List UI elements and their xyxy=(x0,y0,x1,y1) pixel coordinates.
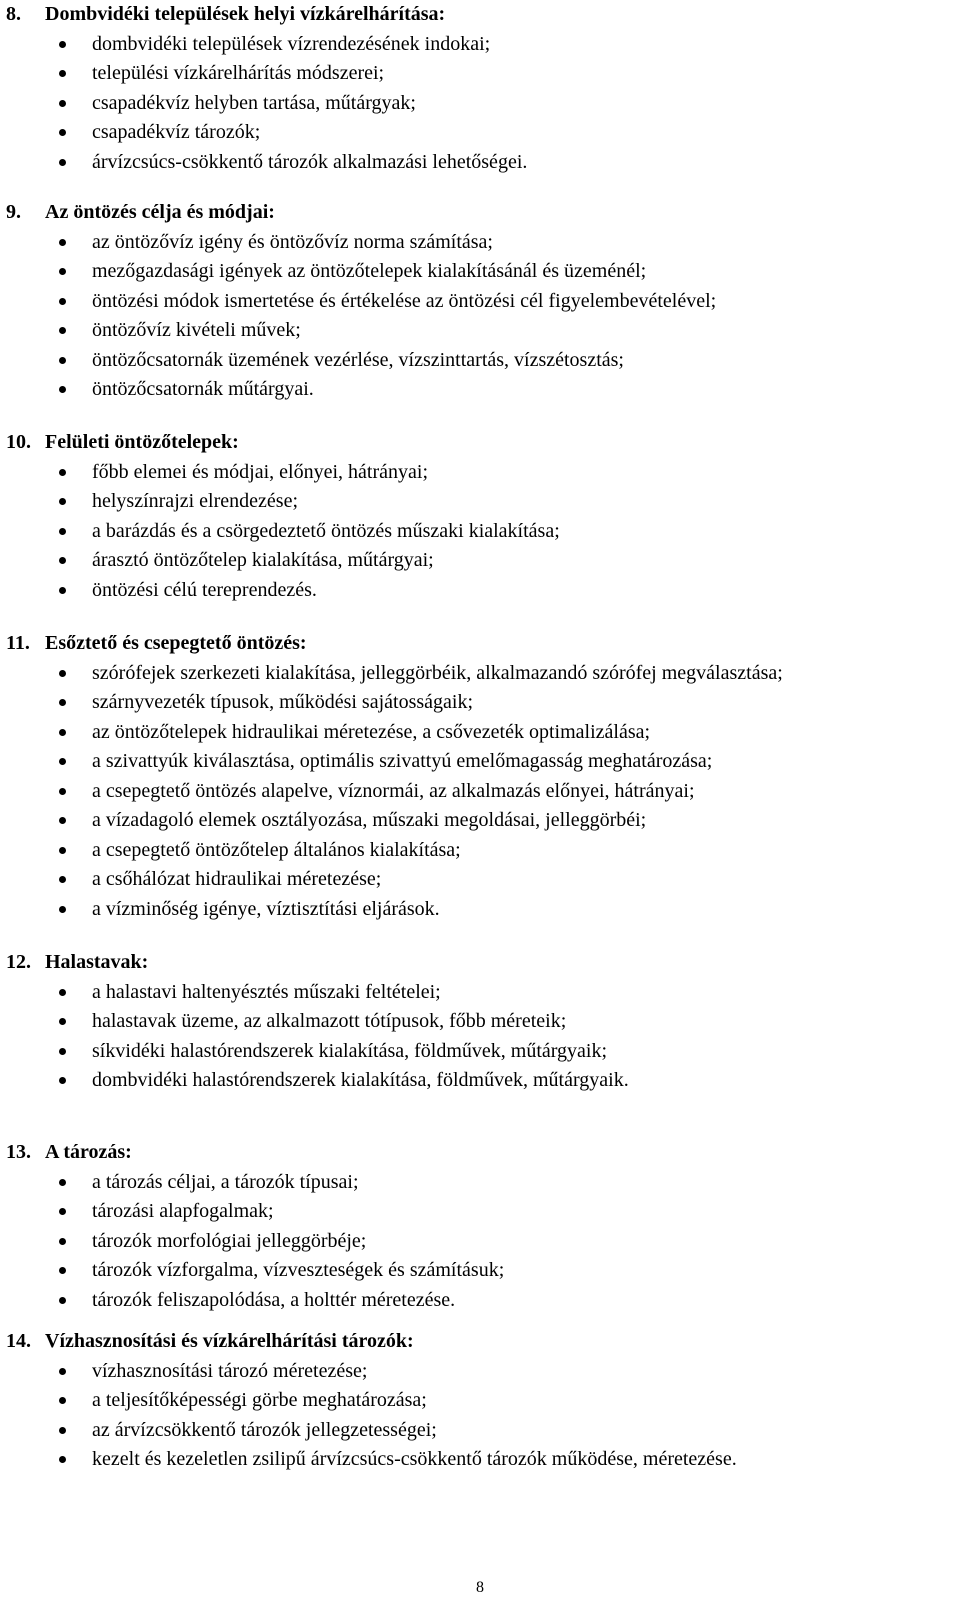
bullet-icon xyxy=(59,1297,66,1304)
list-item-text: öntözési célú tereprendezés. xyxy=(92,578,317,601)
section-number: 11. xyxy=(6,632,30,654)
list-item xyxy=(0,30,960,60)
list-item xyxy=(0,836,960,866)
list-item xyxy=(0,865,960,895)
list-item xyxy=(0,1007,960,1037)
bullet-icon xyxy=(59,469,66,476)
section xyxy=(0,948,960,1096)
section-number: 12. xyxy=(6,951,31,973)
list-item xyxy=(0,806,960,836)
list-item xyxy=(0,148,960,178)
bullet-icon xyxy=(59,906,66,913)
list-item xyxy=(0,546,960,576)
list-item-text: dombvidéki halastórendszerek kialakítása, földművek, műtárgyaik. xyxy=(92,1069,629,1091)
section-title: Esőztető és csepegtető öntözés: xyxy=(45,632,307,654)
list-item xyxy=(0,228,960,258)
list-item-text: tározók morfológiai jelleggörbéje; xyxy=(92,1229,367,1252)
section xyxy=(0,1138,960,1315)
list-item xyxy=(0,517,960,547)
bullet-icon xyxy=(59,876,66,883)
list-item-text: öntözőcsatornák műtárgyai. xyxy=(92,378,314,400)
bullet-icon xyxy=(59,1018,66,1025)
bullet-icon xyxy=(59,1456,66,1463)
list-item-text: öntözővíz kivételi művek; xyxy=(92,319,301,341)
list-item-text: tározók vízforgalma, vízveszteségek és számításuk; xyxy=(92,1259,505,1281)
section-heading xyxy=(0,1138,960,1168)
bullet-list xyxy=(0,228,960,405)
bullet-icon xyxy=(59,159,66,166)
bullet-icon xyxy=(59,129,66,136)
bullet-list xyxy=(0,1357,960,1475)
page-number: 8 xyxy=(476,1579,484,1596)
list-item-text: mezőgazdasági igények az öntözőtelepek kialakításánál és üzeménél; xyxy=(92,260,647,282)
list-item-text: a csőhálózat hidraulikai méretezése; xyxy=(92,868,382,890)
section xyxy=(0,428,960,605)
list-item xyxy=(0,576,960,606)
list-item-text: dombvidéki települések vízrendezésének indokai; xyxy=(92,32,491,55)
list-item-text: a szivattyúk kiválasztása, optimális szivattyú emelőmagasság meghatározása; xyxy=(92,750,713,772)
section xyxy=(0,0,960,177)
list-item-text: árasztó öntözőtelep kialakítása, műtárgyai; xyxy=(92,549,434,571)
section-heading xyxy=(0,629,960,659)
bullet-icon xyxy=(59,1077,66,1084)
bullet-icon xyxy=(59,41,66,48)
bullet-icon xyxy=(59,729,66,736)
list-item xyxy=(0,1386,960,1416)
list-item xyxy=(0,688,960,718)
bullet-icon xyxy=(59,357,66,364)
list-item-text: a tározás céljai, a tározók típusai; xyxy=(92,1170,359,1193)
list-item-text: öntözési módok ismertetése és értékelése az öntözési cél figyelembevételével; xyxy=(92,289,717,312)
list-item-text: az öntözővíz igény és öntözővíz norma számítása; xyxy=(92,230,493,253)
list-item-text: kezelt és kezeletlen zsilipű árvízcsúcs-csökkentő tározók működése, méretezése. xyxy=(92,1448,737,1470)
section-heading xyxy=(0,428,960,458)
section-number: 13. xyxy=(6,1141,31,1163)
list-item xyxy=(0,1037,960,1067)
section-title: Vízhasznosítási és vízkárelhárítási tározók: xyxy=(45,1330,414,1352)
list-item xyxy=(0,1066,960,1096)
bullet-list xyxy=(0,659,960,925)
bullet-icon xyxy=(59,1208,66,1215)
bullet-icon xyxy=(59,788,66,795)
bullet-icon xyxy=(59,1267,66,1274)
list-item-text: helyszínrajzi elrendezése; xyxy=(92,490,298,512)
list-item xyxy=(0,487,960,517)
list-item xyxy=(0,1168,960,1198)
section-heading xyxy=(0,948,960,978)
bullet-icon xyxy=(59,989,66,996)
bullet-list xyxy=(0,1168,960,1316)
section-title: Halastavak: xyxy=(45,951,149,973)
bullet-icon xyxy=(59,1048,66,1055)
bullet-list xyxy=(0,458,960,606)
list-item-text: főbb elemei és módjai, előnyei, hátrányai; xyxy=(92,460,428,483)
bullet-icon xyxy=(59,528,66,535)
section-number: 9. xyxy=(6,201,21,223)
list-item-text: szórófejek szerkezeti kialakítása, jelleggörbéik, alkalmazandó szórófej megválasztása; xyxy=(92,661,783,684)
list-item-text: síkvidéki halastórendszerek kialakítása, földművek, műtárgyaik; xyxy=(92,1039,608,1062)
section-number: 10. xyxy=(6,431,31,453)
list-item-text: csapadékvíz helyben tartása, műtárgyak; xyxy=(92,91,416,114)
list-item xyxy=(0,287,960,317)
list-item-text: a teljesítőképességi görbe meghatározása; xyxy=(92,1389,427,1411)
list-item xyxy=(0,118,960,148)
list-item-text: öntözőcsatornák üzemének vezérlése, vízszinttartás, vízszétosztás; xyxy=(92,348,624,371)
list-item xyxy=(0,1286,960,1316)
bullet-icon xyxy=(59,70,66,77)
list-item xyxy=(0,89,960,119)
list-item xyxy=(0,718,960,748)
section-title: Dombvidéki települések helyi vízkárelhárítása: xyxy=(45,3,446,25)
list-item-text: a csepegtető öntözés alapelve, víznormái, az alkalmazás előnyei, hátrányai; xyxy=(92,779,695,802)
bullet-icon xyxy=(59,1368,66,1375)
list-item xyxy=(0,375,960,405)
bullet-list xyxy=(0,30,960,178)
bullet-icon xyxy=(59,1397,66,1404)
list-item-text: vízhasznosítási tározó méretezése; xyxy=(92,1359,368,1382)
list-item xyxy=(0,1445,960,1475)
list-item-text: tározási alapfogalmak; xyxy=(92,1200,274,1222)
list-item xyxy=(0,895,960,925)
bullet-icon xyxy=(59,239,66,246)
bullet-icon xyxy=(59,100,66,107)
list-item-text: tározók feliszapolódása, a holttér méretezése. xyxy=(92,1288,456,1311)
section-number: 8. xyxy=(6,3,21,25)
bullet-icon xyxy=(59,327,66,334)
list-item xyxy=(0,1197,960,1227)
list-item xyxy=(0,346,960,376)
list-item-text: a vízadagoló elemek osztályozása, műszaki megoldásai, jelleggörbéi; xyxy=(92,809,647,831)
list-item-text: árvízcsúcs-csökkentő tározók alkalmazási lehetőségei. xyxy=(92,150,528,173)
bullet-icon xyxy=(59,817,66,824)
bullet-icon xyxy=(59,587,66,594)
list-item-text: csapadékvíz tározók; xyxy=(92,121,261,143)
section xyxy=(0,1327,960,1475)
bullet-icon xyxy=(59,1179,66,1186)
list-item xyxy=(0,257,960,287)
list-item-text: szárnyvezeték típusok, működési sajátosságaik; xyxy=(92,691,474,713)
bullet-icon xyxy=(59,498,66,505)
section-title: A tározás: xyxy=(45,1141,132,1163)
list-item-text: az árvízcsökkentő tározók jellegzetességei; xyxy=(92,1418,437,1441)
bullet-icon xyxy=(59,268,66,275)
list-item xyxy=(0,777,960,807)
bullet-icon xyxy=(59,699,66,706)
list-item xyxy=(0,1256,960,1286)
bullet-list xyxy=(0,978,960,1096)
bullet-icon xyxy=(59,1238,66,1245)
list-item-text: halastavak üzeme, az alkalmazott tótípusok, főbb méreteik; xyxy=(92,1010,567,1032)
section-heading xyxy=(0,0,960,30)
list-item xyxy=(0,458,960,488)
section xyxy=(0,629,960,924)
bullet-icon xyxy=(59,386,66,393)
section-heading xyxy=(0,198,960,228)
list-item xyxy=(0,316,960,346)
list-item-text: az öntözőtelepek hidraulikai méretezése, a csővezeték optimalizálása; xyxy=(92,720,651,743)
bullet-icon xyxy=(59,670,66,677)
bullet-icon xyxy=(59,1427,66,1434)
list-item-text: a csepegtető öntözőtelep általános kialakítása; xyxy=(92,838,461,861)
list-item xyxy=(0,1416,960,1446)
section xyxy=(0,198,960,405)
list-item xyxy=(0,747,960,777)
section-title: Felületi öntözőtelepek: xyxy=(45,431,239,453)
list-item xyxy=(0,659,960,689)
section-title: Az öntözés célja és módjai: xyxy=(45,201,275,223)
section-number: 14. xyxy=(6,1330,31,1352)
list-item xyxy=(0,1227,960,1257)
list-item xyxy=(0,59,960,89)
list-item xyxy=(0,978,960,1008)
section-heading xyxy=(0,1327,960,1357)
bullet-icon xyxy=(59,557,66,564)
bullet-icon xyxy=(59,298,66,305)
list-item-text: a halastavi haltenyésztés műszaki feltételei; xyxy=(92,980,441,1003)
list-item-text: a barázdás és a csörgedeztető öntözés műszaki kialakítása; xyxy=(92,519,560,542)
bullet-icon xyxy=(59,758,66,765)
list-item-text: települési vízkárelhárítás módszerei; xyxy=(92,62,385,84)
list-item-text: a vízminőség igénye, víztisztítási eljárások. xyxy=(92,897,440,920)
list-item xyxy=(0,1357,960,1387)
bullet-icon xyxy=(59,847,66,854)
